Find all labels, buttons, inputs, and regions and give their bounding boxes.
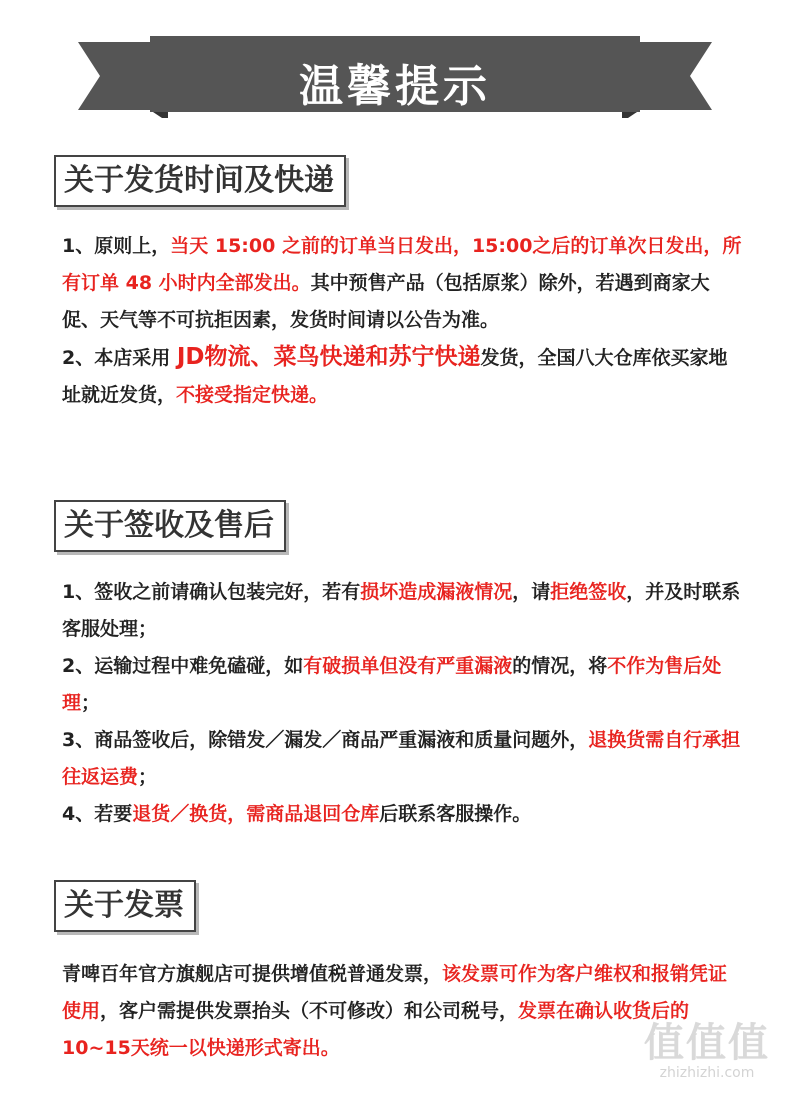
page-title: 温馨提示 bbox=[299, 61, 491, 112]
highlight-text: 不接受指定快递。 bbox=[176, 384, 329, 406]
body-text: 的情况，将 bbox=[512, 655, 608, 677]
paragraph bbox=[62, 574, 742, 648]
body-text: 1、签收之前请确认包装完好，若有 bbox=[62, 581, 361, 603]
body-text: 后联系客服操作。 bbox=[379, 803, 532, 825]
body-text: 2、本店采用 bbox=[62, 347, 177, 369]
highlight-text: 退货／换货，需商品退回仓库 bbox=[132, 803, 380, 825]
watermark-logo: 值值值 bbox=[644, 1020, 770, 1066]
highlight-text: JD物流、菜鸟快递和苏宁快递 bbox=[176, 344, 481, 370]
paragraph bbox=[62, 648, 742, 722]
highlight-text: 有破损单但没有严重漏液 bbox=[303, 655, 513, 677]
body-text: 1、原则上， bbox=[62, 235, 171, 257]
body-text: ，客户需提供发票抬头（不可修改）和公司税号， bbox=[100, 1000, 519, 1022]
body-text: 青啤百年官方旗舰店可提供增值税普通发票， bbox=[62, 963, 443, 985]
body-text: ，请 bbox=[512, 581, 551, 603]
body-text: 3、商品签收后，除错发／漏发／商品严重漏液和质量问题外， bbox=[62, 729, 589, 751]
body-text: 2、运输过程中难免磕碰，如 bbox=[62, 655, 304, 677]
highlight-text: 当天 15:00 之前的订单当日发出，15:00之后的订单次日发出，所有订单 48 小时内全部发出。 bbox=[62, 235, 742, 294]
body-text: 发货，全国八大仓库依买家地址就近发货， bbox=[62, 347, 728, 406]
section-title-invoice: 关于发票 bbox=[54, 880, 196, 932]
section-title-shipping: 关于发货时间及快递 bbox=[54, 155, 346, 207]
body-text: ，并及时联系客服处理； bbox=[62, 581, 741, 640]
paragraph bbox=[62, 722, 742, 796]
body-text: 其中预售产品（包括原浆）除外，若遇到商家大促、天气等不可抗拒因素，发货时间请以公告为准。 bbox=[62, 272, 710, 331]
paragraph bbox=[62, 956, 742, 1067]
highlight-text: 退换货需自行承担往返运费 bbox=[62, 729, 741, 788]
paragraph bbox=[62, 339, 742, 414]
highlight-text: 该发票可作为客户维权和报销凭证使用 bbox=[62, 963, 728, 1022]
highlight-text: 不作为售后处理 bbox=[62, 655, 722, 714]
body-text: 4、若要 bbox=[62, 803, 133, 825]
watermark bbox=[644, 1021, 770, 1081]
section-body-shipping bbox=[62, 228, 742, 414]
paragraph bbox=[62, 228, 742, 339]
section-body-invoice bbox=[62, 956, 742, 1067]
header-banner bbox=[78, 30, 712, 118]
watermark-url: zhizhizhi.com bbox=[659, 1065, 755, 1081]
body-text: ； bbox=[81, 692, 101, 714]
section-title-after-sales: 关于签收及售后 bbox=[54, 500, 286, 552]
paragraph bbox=[62, 796, 742, 833]
body-text: ； bbox=[138, 766, 158, 788]
section-body-after-sales bbox=[62, 574, 742, 833]
highlight-text: 损坏造成漏液情况 bbox=[360, 581, 513, 603]
highlight-text: 发票在确认收货后的10~15天统一以快递形式寄出。 bbox=[62, 1000, 690, 1059]
highlight-text: 拒绝签收 bbox=[550, 581, 627, 603]
